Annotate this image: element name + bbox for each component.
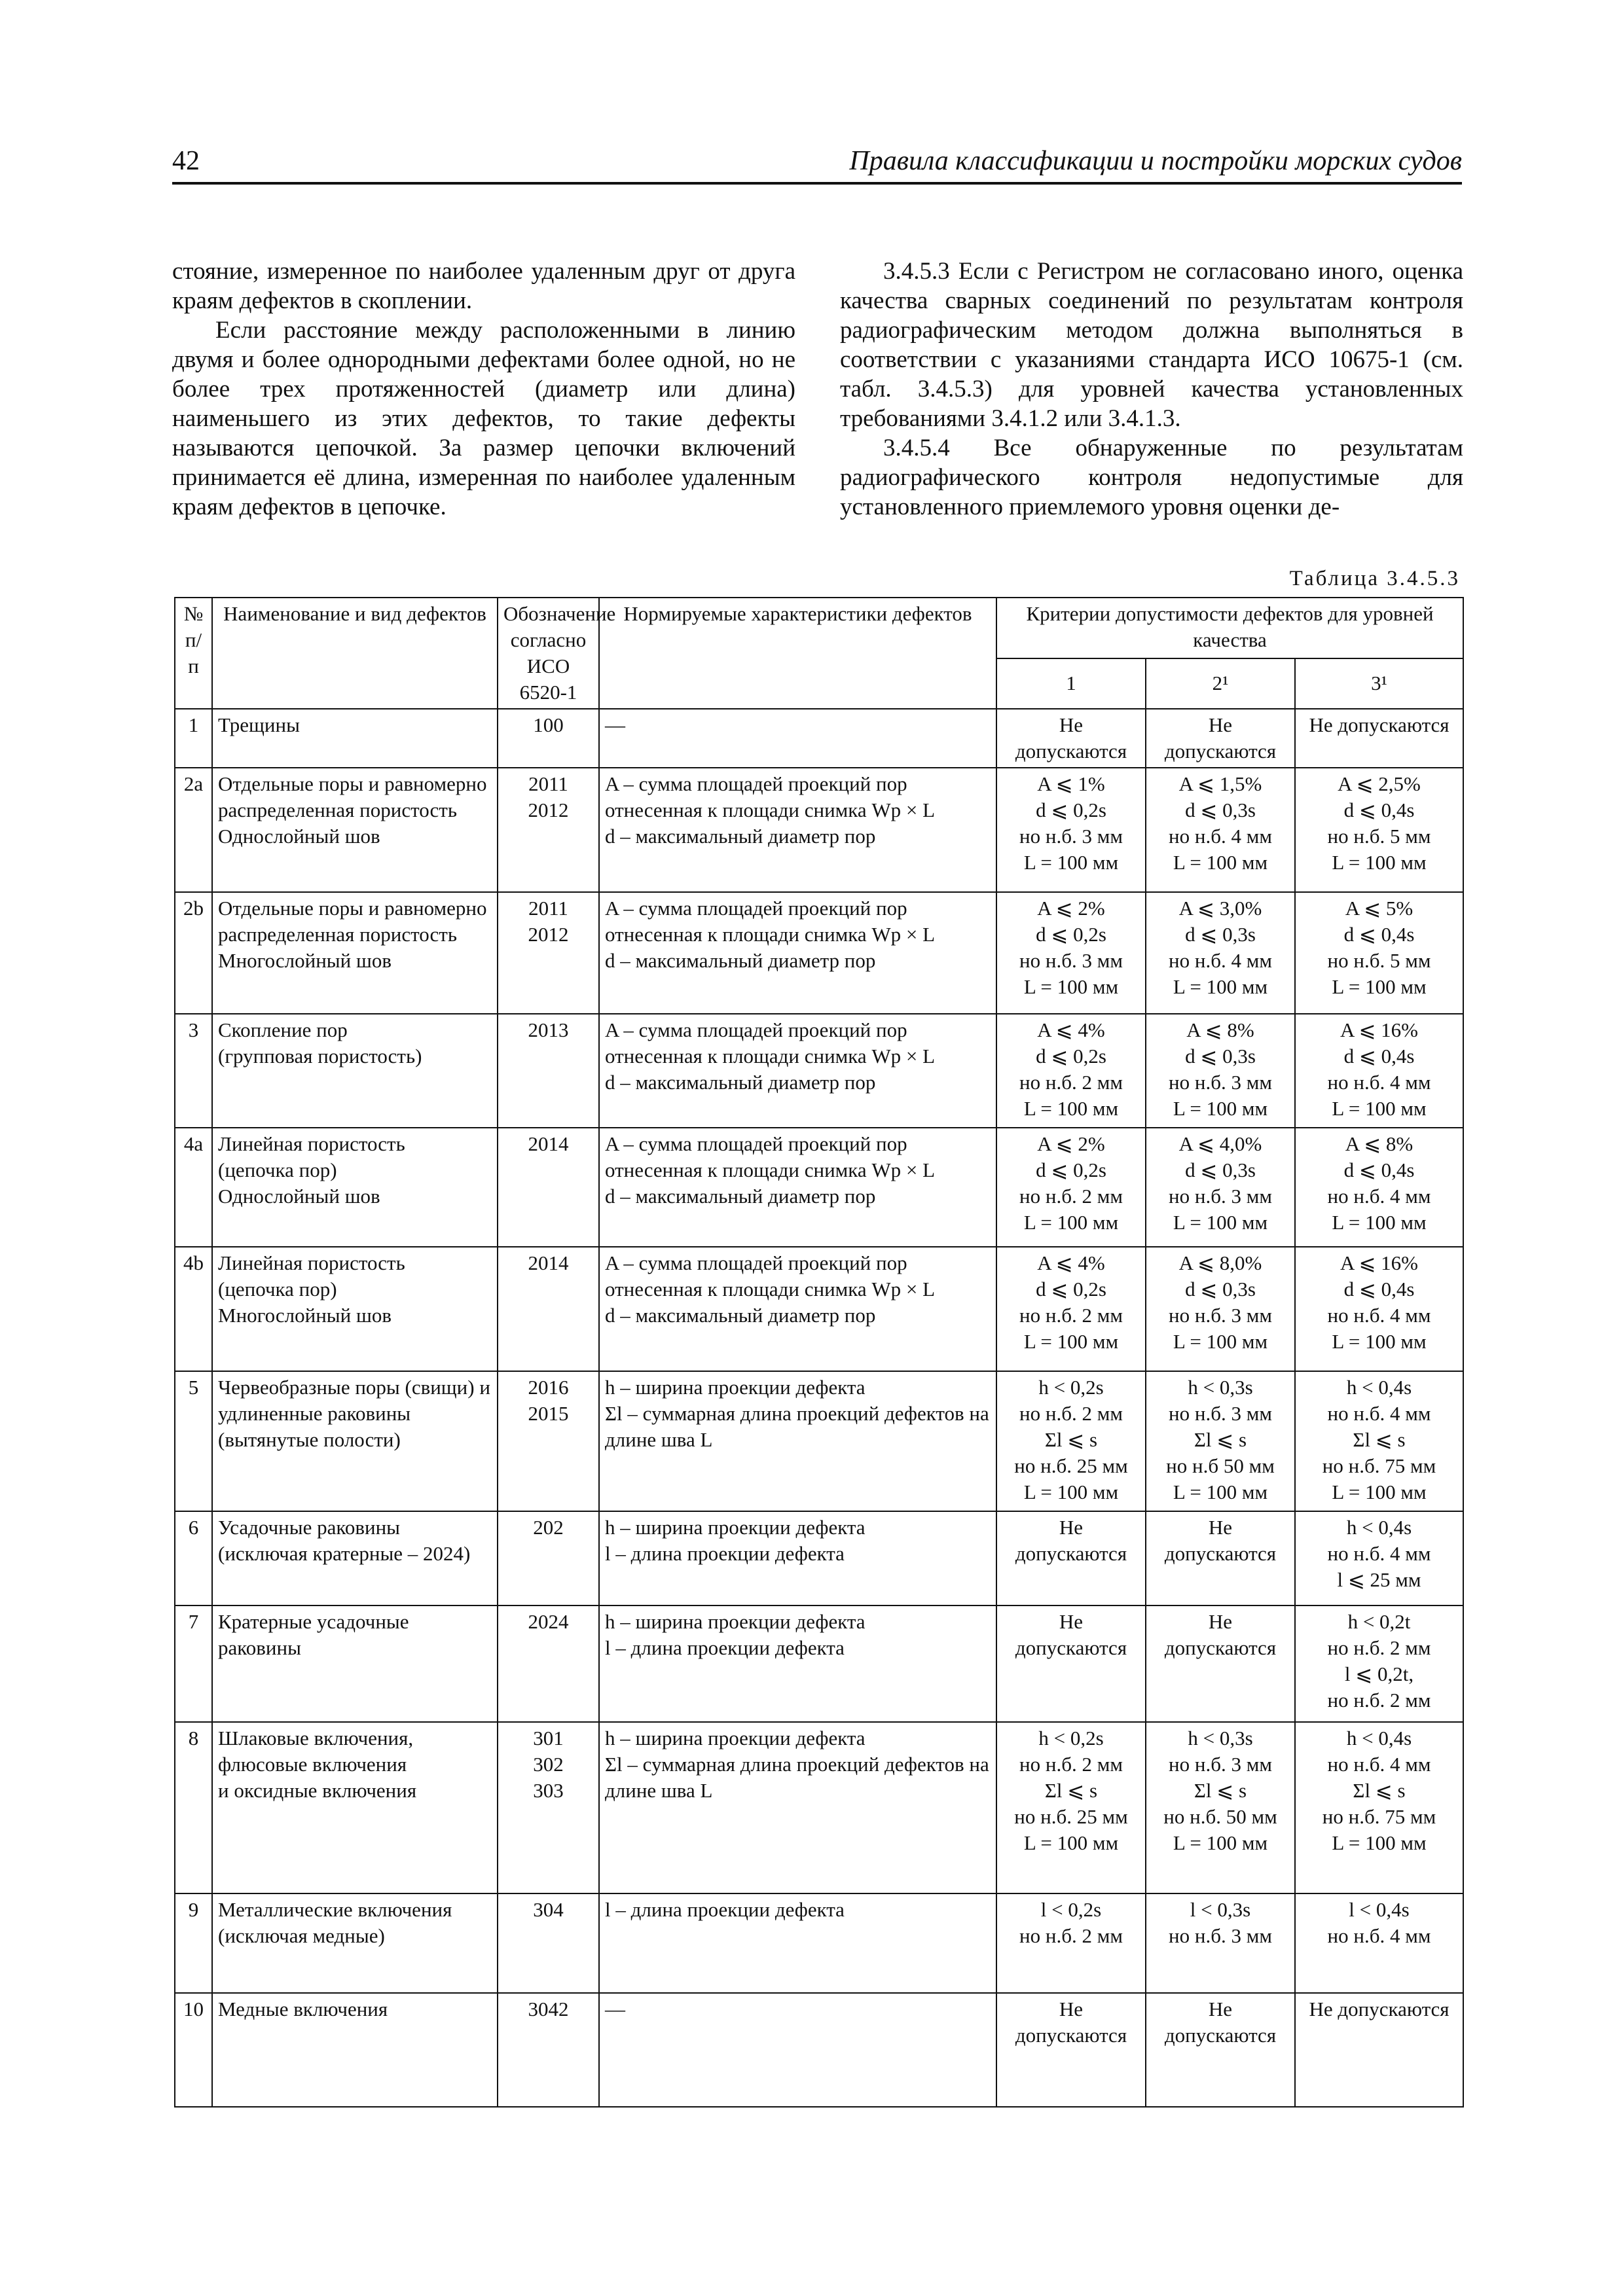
page-header [172, 143, 1462, 185]
defect-characteristics [599, 1722, 996, 1893]
header-criteria: Критерии допустимости дефектов для уровней качества [996, 598, 1463, 658]
cell-line: 303 [533, 1779, 564, 1802]
header-num: № п/п [175, 598, 212, 709]
cell-line: но н.б. 3 мм [1169, 1304, 1272, 1327]
cell-line: 301 [533, 1727, 564, 1749]
cell-line: но н.б. 4 мм [1327, 1542, 1431, 1565]
cell-line: Σl ⩽ s [1194, 1779, 1247, 1802]
defect-characteristics [599, 892, 996, 1014]
row-number: 3 [175, 1014, 212, 1128]
defect-characteristics [599, 709, 996, 768]
table-row [175, 1128, 1463, 1247]
paragraph: стояние, измеренное по наиболее удаленным друг от друга краям дефектов в скоплении. [172, 258, 795, 314]
cell-line: d ⩽ 0,4s [1343, 923, 1415, 946]
cell-line: Σl ⩽ s [1353, 1428, 1406, 1451]
cell-line: A – сумма площадей проекций пор отнесенная к площади снимка Wp × L [605, 772, 936, 821]
cell-line: но н.б. 4 мм [1327, 1304, 1431, 1327]
cell-line: h – ширина проекции дефекта [605, 1727, 866, 1749]
table-row [175, 1722, 1463, 1893]
header-level-3: 3¹ [1295, 658, 1463, 709]
cell-line: L = 100 мм [1332, 851, 1427, 874]
defect-name [212, 1993, 498, 2107]
cell-line: но н.б. 4 мм [1327, 1071, 1431, 1094]
cell-line: L = 100 мм [1173, 1480, 1268, 1503]
cell-line: A ⩽ 1% [1037, 772, 1105, 795]
defect-name [212, 1605, 498, 1722]
cell-line: Скопление пор [218, 1018, 348, 1041]
cell-line: 2012 [528, 798, 569, 821]
cell-line: Σl ⩽ s [1044, 1779, 1098, 1802]
cell-line: 2014 [528, 1132, 569, 1155]
cell-line: но н.б. 2 мм [1019, 1402, 1123, 1425]
cell-line: L = 100 мм [1023, 1480, 1119, 1503]
defect-name [212, 768, 498, 892]
defect-code [498, 1722, 599, 1893]
header-level-1: 1 [996, 658, 1146, 709]
defect-characteristics [599, 1247, 996, 1371]
cell-line: L = 100 мм [1023, 1211, 1119, 1234]
defect-code [498, 1605, 599, 1722]
criteria-level-2 [1146, 1722, 1295, 1893]
defect-name [212, 1247, 498, 1371]
defect-code [498, 1247, 599, 1371]
cell-line: Не допускаются [1164, 713, 1277, 762]
row-number: 2b [175, 892, 212, 1014]
cell-line: d ⩽ 0,3s [1185, 1045, 1256, 1067]
cell-line: A – сумма площадей проекций пор отнесенная к площади снимка Wp × L [605, 1251, 936, 1300]
criteria-level-2 [1146, 1128, 1295, 1247]
table-header [175, 598, 1463, 709]
cell-line: l ⩽ 0,2t, [1344, 1662, 1414, 1685]
defect-code [498, 1893, 599, 1993]
cell-line: но н.б. 3 мм [1019, 949, 1123, 972]
cell-line: d ⩽ 0,2s [1036, 1158, 1106, 1181]
cell-line: но н.б. 3 мм [1169, 1071, 1272, 1094]
page-number: 42 [172, 146, 200, 176]
cell-line: но н.б 50 мм [1166, 1454, 1275, 1477]
left-text-column [172, 257, 795, 522]
criteria-level-2 [1146, 1247, 1295, 1371]
cell-line: Не допускаются [1309, 1998, 1450, 2020]
cell-line: l ⩽ 25 мм [1337, 1568, 1421, 1591]
cell-line: но н.б. 2 мм [1019, 1753, 1123, 1776]
cell-line: L = 100 мм [1332, 1330, 1427, 1353]
cell-line: h < 0,3s [1188, 1727, 1253, 1749]
row-number: 8 [175, 1722, 212, 1893]
criteria-level-3 [1295, 1128, 1463, 1247]
cell-line: Многослойный шов [218, 1304, 392, 1327]
cell-line: d ⩽ 0,3s [1185, 923, 1256, 946]
defect-code [498, 1371, 599, 1511]
cell-line: d ⩽ 0,3s [1185, 1278, 1256, 1300]
cell-line: L = 100 мм [1332, 1097, 1427, 1120]
table-row [175, 768, 1463, 892]
cell-line: A ⩽ 1,5% [1178, 772, 1262, 795]
row-number: 9 [175, 1893, 212, 1993]
cell-line: h < 0,4s [1346, 1516, 1412, 1539]
cell-line: A ⩽ 16% [1340, 1018, 1418, 1041]
cell-line: L = 100 мм [1023, 1097, 1119, 1120]
row-number: 2a [175, 768, 212, 892]
criteria-level-2 [1146, 709, 1295, 768]
defect-name [212, 1722, 498, 1893]
header-code: Обозначение согласно ИСО 6520-1 [498, 598, 599, 709]
cell-line: h < 0,4s [1346, 1376, 1412, 1399]
cell-line: Линейная пористость [218, 1251, 405, 1274]
cell-line: 2015 [528, 1402, 569, 1425]
criteria-level-2 [1146, 1014, 1295, 1128]
criteria-level-2 [1146, 1993, 1295, 2107]
cell-line: L = 100 мм [1173, 1097, 1268, 1120]
defect-characteristics [599, 768, 996, 892]
table-row [175, 1371, 1463, 1511]
cell-line: L = 100 мм [1173, 851, 1268, 874]
defect-name [212, 1893, 498, 1993]
row-number: 1 [175, 709, 212, 768]
cell-line: L = 100 мм [1173, 1211, 1268, 1234]
cell-line: Не допускаются [1164, 1516, 1277, 1565]
cell-line: но н.б. 4 мм [1169, 825, 1272, 848]
cell-line: Не допускаются [1309, 713, 1450, 736]
cell-line: Не допускаются [1015, 1610, 1127, 1659]
cell-line: A – сумма площадей проекций пор отнесенная к площади снимка Wp × L [605, 1132, 936, 1181]
defect-code [498, 768, 599, 892]
criteria-level-2 [1146, 892, 1295, 1014]
defect-name [212, 1511, 498, 1605]
criteria-level-3 [1295, 1014, 1463, 1128]
cell-line: Σl – суммарная длина проекций дефектов на длине шва L [605, 1753, 989, 1802]
defect-name [212, 892, 498, 1014]
cell-line: но н.б. 5 мм [1327, 949, 1431, 972]
criteria-level-1 [996, 1722, 1146, 1893]
cell-line: Кратерные усадочные раковины [218, 1610, 409, 1659]
cell-line: Отдельные поры и равномерно распределенная пористость [218, 772, 487, 821]
cell-line: h < 0,3s [1188, 1376, 1253, 1399]
cell-line: d ⩽ 0,3s [1185, 798, 1256, 821]
cell-line: 2011 [528, 772, 568, 795]
criteria-level-1 [996, 1128, 1146, 1247]
cell-line: но н.б. 2 мм [1019, 1185, 1123, 1208]
cell-line: 304 [533, 1898, 564, 1921]
criteria-level-1 [996, 1247, 1146, 1371]
defect-code [498, 892, 599, 1014]
cell-line: h – ширина проекции дефекта [605, 1376, 866, 1399]
cell-line: но н.б. 50 мм [1163, 1805, 1277, 1828]
cell-line: A – сумма площадей проекций пор отнесенная к площади снимка Wp × L [605, 1018, 936, 1067]
criteria-level-1 [996, 1993, 1146, 2107]
cell-line: Не допускаются [1164, 1610, 1277, 1659]
criteria-level-2 [1146, 1511, 1295, 1605]
cell-line: (исключая кратерные – 2024) [218, 1542, 471, 1565]
criteria-level-3 [1295, 768, 1463, 892]
cell-line: 2013 [528, 1018, 569, 1041]
cell-line: Однослойный шов [218, 1185, 380, 1208]
cell-line: Не допускаются [1015, 1998, 1127, 2047]
criteria-level-1 [996, 709, 1146, 768]
cell-line: и оксидные включения [218, 1779, 417, 1802]
cell-line: d ⩽ 0,2s [1036, 1045, 1106, 1067]
cell-line: но н.б. 4 мм [1327, 1402, 1431, 1425]
cell-line: d ⩽ 0,2s [1036, 1278, 1106, 1300]
cell-line: A ⩽ 2% [1037, 1132, 1105, 1155]
cell-line: d ⩽ 0,4s [1343, 1278, 1415, 1300]
cell-line: — [605, 713, 625, 736]
cell-line: d – максимальный диаметр пор [605, 1071, 876, 1094]
defect-characteristics [599, 1128, 996, 1247]
cell-line: но н.б. 2 мм [1327, 1689, 1431, 1712]
cell-line: но н.б. 3 мм [1169, 1402, 1272, 1425]
cell-line: но н.б. 75 мм [1322, 1805, 1436, 1828]
defect-code [498, 1128, 599, 1247]
cell-line: A ⩽ 5% [1345, 897, 1413, 920]
cell-line: L = 100 мм [1023, 1330, 1119, 1353]
cell-line: h – ширина проекции дефекта [605, 1516, 866, 1539]
cell-line: (цепочка пор) [218, 1158, 337, 1181]
cell-line: h < 0,2t [1347, 1610, 1411, 1633]
table-body [175, 709, 1463, 2107]
cell-line: но н.б. 4 мм [1327, 1924, 1431, 1947]
cell-line: Усадочные раковины [218, 1516, 401, 1539]
cell-line: Линейная пористость [218, 1132, 405, 1155]
cell-line: L = 100 мм [1173, 1330, 1268, 1353]
cell-line: h < 0,4s [1346, 1727, 1412, 1749]
cell-line: но н.б. 2 мм [1019, 1071, 1123, 1094]
right-text-column [840, 257, 1463, 522]
criteria-level-1 [996, 768, 1146, 892]
criteria-level-1 [996, 1014, 1146, 1128]
cell-line: Трещины [218, 713, 300, 736]
table-row [175, 709, 1463, 768]
cell-line: l < 0,2s [1040, 1898, 1102, 1921]
cell-line: Многослойный шов [218, 949, 392, 972]
criteria-level-2 [1146, 1371, 1295, 1511]
criteria-level-3 [1295, 1993, 1463, 2107]
criteria-level-2 [1146, 1605, 1295, 1722]
cell-line: l – длина проекции дефекта [605, 1636, 845, 1659]
row-number: 10 [175, 1993, 212, 2107]
cell-line: l < 0,4s [1349, 1898, 1410, 1921]
defect-characteristics [599, 1014, 996, 1128]
criteria-level-1 [996, 1893, 1146, 1993]
defect-characteristics [599, 1893, 996, 1993]
defect-characteristics [599, 1993, 996, 2107]
defect-name [212, 1128, 498, 1247]
cell-line: но н.б. 4 мм [1169, 949, 1272, 972]
defect-name [212, 1014, 498, 1128]
cell-line: l < 0,3s [1190, 1898, 1251, 1921]
cell-line: Червеобразные поры (свищи) и удлиненные раковины (вытянутые полости) [218, 1376, 490, 1451]
criteria-level-2 [1146, 768, 1295, 892]
defects-table [174, 597, 1464, 2108]
cell-line: 100 [533, 713, 564, 736]
table-row [175, 1014, 1463, 1128]
cell-line: d – максимальный диаметр пор [605, 949, 876, 972]
cell-line: A ⩽ 4% [1037, 1018, 1105, 1041]
cell-line: L = 100 мм [1332, 975, 1427, 998]
criteria-level-3 [1295, 1247, 1463, 1371]
cell-line: L = 100 мм [1173, 975, 1268, 998]
cell-line: A ⩽ 4,0% [1178, 1132, 1262, 1155]
cell-line: d – максимальный диаметр пор [605, 1185, 876, 1208]
cell-line: но н.б. 4 мм [1327, 1185, 1431, 1208]
cell-line: флюсовые включения [218, 1753, 407, 1776]
defect-name [212, 1371, 498, 1511]
row-number: 4b [175, 1247, 212, 1371]
cell-line: 302 [533, 1753, 564, 1776]
criteria-level-1 [996, 1605, 1146, 1722]
cell-line: d ⩽ 0,4s [1343, 1158, 1415, 1181]
cell-line: d ⩽ 0,2s [1036, 798, 1106, 821]
cell-line: но н.б. 75 мм [1322, 1454, 1436, 1477]
cell-line: d ⩽ 0,3s [1185, 1158, 1256, 1181]
defect-characteristics [599, 1605, 996, 1722]
cell-line: h – ширина проекции дефекта [605, 1610, 866, 1633]
criteria-level-3 [1295, 1511, 1463, 1605]
paragraph: 3.4.5.4 Все обнаруженные по результатам радиографического контроля недопустимые для установленного приемлемого уровня оценки де- [840, 435, 1463, 520]
cell-line: но н.б. 3 мм [1019, 825, 1123, 848]
header-name: Наименование и вид дефектов [212, 598, 498, 709]
criteria-level-3 [1295, 892, 1463, 1014]
criteria-level-2 [1146, 1893, 1295, 1993]
table-row [175, 1605, 1463, 1722]
table-row [175, 1247, 1463, 1371]
cell-line: d ⩽ 0,4s [1343, 798, 1415, 821]
cell-line: A ⩽ 8,0% [1178, 1251, 1262, 1274]
cell-line: но н.б. 3 мм [1169, 1924, 1272, 1947]
cell-line: L = 100 мм [1332, 1831, 1427, 1854]
cell-line: h < 0,2s [1038, 1376, 1104, 1399]
cell-line: d – максимальный диаметр пор [605, 825, 876, 848]
defect-characteristics [599, 1371, 996, 1511]
cell-line: A ⩽ 16% [1340, 1251, 1418, 1274]
cell-line: A – сумма площадей проекций пор отнесенная к площади снимка Wp × L [605, 897, 936, 946]
cell-line: (групповая пористость) [218, 1045, 422, 1067]
table-row [175, 1893, 1463, 1993]
criteria-level-3 [1295, 1371, 1463, 1511]
cell-line: 2016 [528, 1376, 569, 1399]
cell-line: L = 100 мм [1023, 975, 1119, 998]
cell-line: l – длина проекции дефекта [605, 1898, 845, 1921]
cell-line: — [605, 1998, 625, 2020]
defect-name [212, 709, 498, 768]
cell-line: Σl ⩽ s [1044, 1428, 1098, 1451]
cell-line: L = 100 мм [1023, 851, 1119, 874]
table-row [175, 892, 1463, 1014]
cell-line: d ⩽ 0,4s [1343, 1045, 1415, 1067]
defect-code [498, 1511, 599, 1605]
cell-line: Σl ⩽ s [1194, 1428, 1247, 1451]
cell-line: Не допускаются [1164, 1998, 1277, 2047]
cell-line: A ⩽ 2,5% [1338, 772, 1421, 795]
running-title: Правила классификации и постройки морских судов [849, 146, 1462, 176]
header-characteristics: Нормируемые характеристики дефектов [599, 598, 996, 709]
table-row [175, 1511, 1463, 1605]
cell-line: 202 [533, 1516, 564, 1539]
cell-line: A ⩽ 3,0% [1178, 897, 1262, 920]
cell-line: 3042 [528, 1998, 569, 2020]
cell-line: Шлаковые включения, [218, 1727, 414, 1749]
criteria-level-3 [1295, 1605, 1463, 1722]
defect-code [498, 1993, 599, 2107]
cell-line: Σl – суммарная длина проекций дефектов на длине шва L [605, 1402, 989, 1451]
cell-line: но н.б. 3 мм [1169, 1185, 1272, 1208]
cell-line: 2024 [528, 1610, 569, 1633]
cell-line: A ⩽ 2% [1037, 897, 1105, 920]
cell-line: 2014 [528, 1251, 569, 1274]
cell-line: Металлические включения (исключая медные) [218, 1898, 452, 1947]
paragraph: Если расстояние между расположенными в линию двумя и более однородными дефектами более одной, но не более трех протяженностей (диаметр или длина) наименьшего из этих дефектов, то такие дефекты называются цепочкой. За размер цепочки включений принимается её длина, измеренная по наиболее удаленным краям дефектов в цепочке. [172, 317, 795, 520]
cell-line: 2012 [528, 923, 569, 946]
cell-line: Не допускаются [1015, 1516, 1127, 1565]
criteria-level-1 [996, 1371, 1146, 1511]
cell-line: но н.б. 2 мм [1019, 1304, 1123, 1327]
cell-line: Отдельные поры и равномерно распределенная пористость [218, 897, 487, 946]
cell-line: L = 100 мм [1332, 1480, 1427, 1503]
criteria-level-1 [996, 892, 1146, 1014]
cell-line: l – длина проекции дефекта [605, 1542, 845, 1565]
cell-line: A ⩽ 8% [1345, 1132, 1413, 1155]
header-level-2: 2¹ [1146, 658, 1295, 709]
cell-line: 2011 [528, 897, 568, 920]
cell-line: A ⩽ 8% [1186, 1018, 1254, 1041]
row-number: 7 [175, 1605, 212, 1722]
defect-code [498, 1014, 599, 1128]
defect-code [498, 709, 599, 768]
cell-line: но н.б. 25 мм [1014, 1454, 1128, 1477]
cell-line: но н.б. 4 мм [1327, 1753, 1431, 1776]
cell-line: но н.б. 3 мм [1169, 1753, 1272, 1776]
cell-line: h < 0,2s [1038, 1727, 1104, 1749]
criteria-level-3 [1295, 1893, 1463, 1993]
criteria-level-3 [1295, 1722, 1463, 1893]
cell-line: d ⩽ 0,2s [1036, 923, 1106, 946]
defect-characteristics [599, 1511, 996, 1605]
cell-line: но н.б. 2 мм [1019, 1924, 1123, 1947]
cell-line: (цепочка пор) [218, 1278, 337, 1300]
cell-line: Однослойный шов [218, 825, 380, 848]
cell-line: но н.б. 25 мм [1014, 1805, 1128, 1828]
criteria-level-3 [1295, 709, 1463, 768]
table-row [175, 1993, 1463, 2107]
cell-line: d – максимальный диаметр пор [605, 1304, 876, 1327]
cell-line: но н.б. 5 мм [1327, 825, 1431, 848]
cell-line: L = 100 мм [1023, 1831, 1119, 1854]
cell-line: A ⩽ 4% [1037, 1251, 1105, 1274]
paragraph: 3.4.5.3 Если с Регистром не согласовано иного, оценка качества сварных соединений по результатам контроля радиографическим методом должна выполняться в соответствии с указаниями стандарта ИСО 10675-1 (см. табл. 3.4.5.3) для уровней качества установленных требованиями 3.4.1.2 или 3.4.1.3. [840, 258, 1463, 432]
criteria-level-1 [996, 1511, 1146, 1605]
cell-line: L = 100 мм [1173, 1831, 1268, 1854]
table-caption: Таблица 3.4.5.3 [1289, 567, 1460, 590]
cell-line: Не допускаются [1015, 713, 1127, 762]
row-number: 4a [175, 1128, 212, 1247]
row-number: 6 [175, 1511, 212, 1605]
cell-line: Σl ⩽ s [1353, 1779, 1406, 1802]
cell-line: L = 100 мм [1332, 1211, 1427, 1234]
row-number: 5 [175, 1371, 212, 1511]
cell-line: но н.б. 2 мм [1327, 1636, 1431, 1659]
cell-line: Медные включения [218, 1998, 388, 2020]
